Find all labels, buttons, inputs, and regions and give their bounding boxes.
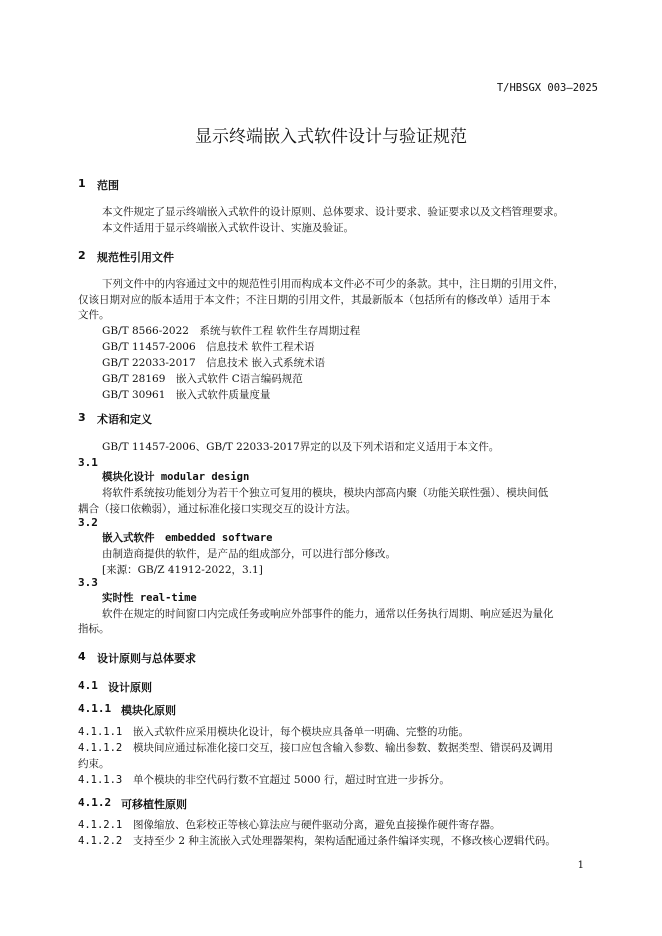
term-number: 3.3: [78, 576, 98, 589]
term-definition-line-1: 由制造商提供的软件，是产品的组成部分，可以进行部分修改。: [102, 548, 396, 560]
page-number: 1: [577, 860, 584, 871]
reference-item: GB/T 11457-2006 信息技术 软件工程术语: [102, 341, 315, 353]
section-4-title: 设计原则与总体要求: [97, 652, 196, 665]
document-code: T/HBSGX 003—2025: [496, 82, 598, 94]
clause-number: 4.1.1.2: [78, 742, 123, 754]
section-3-number: 3: [78, 411, 86, 424]
subsection-4-1-title: 设计原则: [108, 681, 152, 694]
term-definition-line-1: 将软件系统按功能划分为若干个独立可复用的模块，模块内部高内聚（功能关联性强）、模块间低: [102, 487, 549, 499]
subsection-4-1-2-number: 4.1.2: [78, 796, 112, 809]
term-definition-line-2: 耦合（接口依赖弱），通过标准化接口实现交互的设计方法。: [78, 503, 357, 515]
subsection-4-1-1-number: 4.1.1: [78, 702, 112, 715]
section-2-intro-line-2: 仅该日期对应的版本适用于本文件；不注日期的引用文件，其最新版本（包括所有的修改单）适用于本: [78, 294, 551, 306]
term-name: 模块化设计 modular design: [102, 471, 250, 483]
section-2-title: 规范性引用文件: [97, 251, 174, 264]
clause-number: 4.1.1.1: [78, 726, 123, 738]
section-2-number: 2: [78, 249, 86, 262]
reference-item: GB/T 28169 嵌入式软件 C语言编码规范: [102, 373, 303, 385]
section-4-number: 4: [78, 650, 86, 663]
subsection-4-1-1-title: 模块化原则: [121, 704, 176, 717]
section-2-intro-line-3: 文件。: [78, 309, 110, 321]
document-title: 显示终端嵌入式软件设计与验证规范: [195, 127, 467, 147]
clause-number: 4.1.1.3: [78, 774, 123, 786]
reference-item: GB/T 30961 嵌入式软件质量度量: [102, 389, 271, 401]
term-name: 嵌入式软件 embedded software: [102, 532, 273, 544]
section-2-intro-line-1: 下列文件中的内容通过文中的规范性引用而构成本文件必不可少的条款。其中，注日期的引用文件，: [102, 278, 564, 290]
clause-text: 单个模块的非空代码行数不宜超过 5000 行，超过时宜进一步拆分。: [133, 774, 450, 786]
subsection-4-1-number: 4.1: [78, 679, 98, 692]
section-3-intro: GB/T 11457-2006、GB/T 22033-2017界定的以及下列术语和定义适用于本文件。: [102, 441, 500, 453]
reference-item: GB/T 8566-2022 系统与软件工程 软件生存周期过程: [102, 325, 361, 337]
clause-text: 图像缩放、色彩校正等核心算法应与硬件驱动分离，避免直接操作硬件寄存器。: [133, 819, 501, 831]
term-number: 3.2: [78, 516, 98, 529]
subsection-4-1-2-title: 可移植性原则: [121, 798, 187, 811]
clause-number: 4.1.2.2: [78, 835, 123, 847]
term-definition-line-1: 软件在规定的时间窗口内完成任务或响应外部事件的能力，通常以任务执行周期、响应延迟为量化: [102, 608, 554, 620]
section-3-title: 术语和定义: [97, 413, 152, 426]
term-number: 3.1: [78, 456, 98, 469]
section-1-number: 1: [78, 177, 86, 190]
section-1-paragraph-2: 本文件适用于显示终端嵌入式软件设计、实施及验证。: [102, 222, 354, 234]
clause-text: 嵌入式软件应采用模块化设计，每个模块应具备单一明确、完整的功能。: [133, 726, 469, 738]
section-1-paragraph-1: 本文件规定了显示终端嵌入式软件的设计原则、总体要求、设计要求、验证要求以及文档管理要求。: [102, 206, 564, 218]
term-definition-line-2: 指标。: [78, 623, 110, 635]
clause-text-line-1: 模块间应通过标准化接口交互，接口应包含输入参数、输出参数、数据类型、错误码及调用: [133, 742, 553, 754]
term-name: 实时性 real-time: [102, 592, 197, 604]
clause-text: 支持至少 2 种主流嵌入式处理器架构，架构适配通过条件编译实现，不修改核心逻辑代码。: [133, 835, 556, 847]
clause-text-line-2: 约束。: [78, 758, 110, 770]
reference-item: GB/T 22033-2017 信息技术 嵌入式系统术语: [102, 357, 325, 369]
section-1-title: 范围: [97, 179, 119, 192]
clause-number: 4.1.2.1: [78, 819, 123, 831]
term-source: [来源：GB/Z 41912-2022，3.1]: [102, 564, 263, 576]
